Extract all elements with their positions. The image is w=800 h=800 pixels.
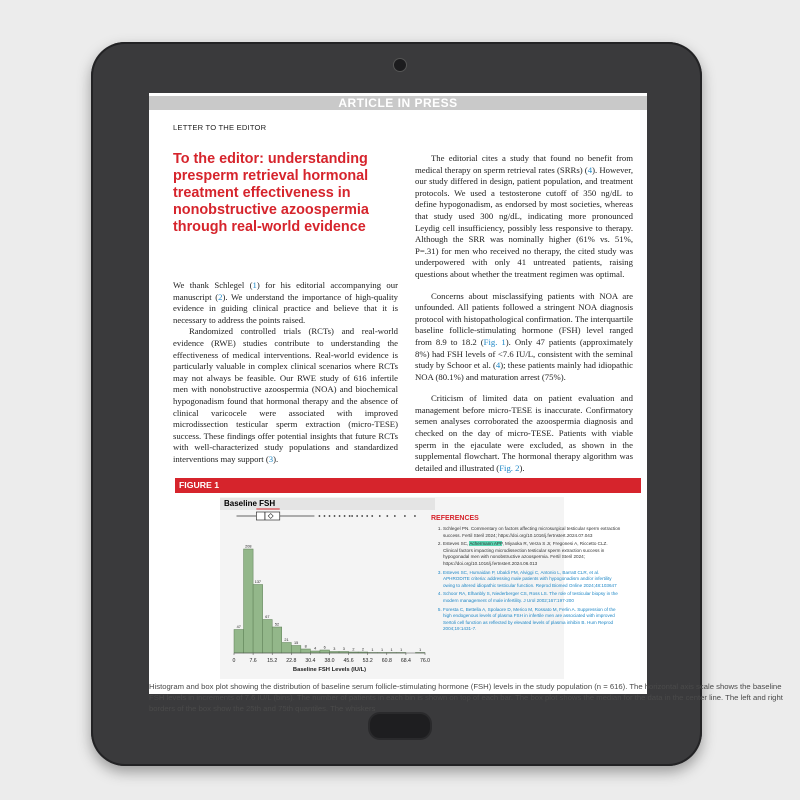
reference-item[interactable]: 5. Foresta C, Bettella A, Spolaore D, Merico M, Rossato M, Ferlin A. Suppression of the high endogenous levels of plasma FSH in infertile men are associated with improved Sertoli cell function as reflected by elevated levels of plasma inhibin B. Hum Reprod 2004;19:1431-7. (443, 607, 621, 633)
figure-label: FIGURE 1 (175, 478, 641, 493)
caption-clip (149, 93, 783, 714)
bar-data-label: 21 (284, 638, 289, 642)
bar-data-label: 1 (371, 648, 374, 652)
text-span: ). However, our study differed in design, patient population, and treatment protocols. We used a testosterone cutoff of 350 ng/dL to define hypogonadism, as endorsed by most societies, whereas that study used 300 ng/dL, indicating more pronounced Leydig cell insufficiency, possibly less responsive to therapy. Although the SRR was nominally higher (61% vs. 51%, P=.31) for men who received no therapy, the cited study was underpowered with only 41 untreated patients, raising questions about whether the treatment regimen was optimal. (415, 164, 633, 279)
camera-icon (393, 58, 407, 72)
figure-link[interactable]: Fig. 2 (499, 462, 520, 473)
x-tick-label: 38.0 (324, 658, 335, 664)
section-label: LETTER TO THE EDITOR (173, 123, 267, 132)
x-tick-label: 76.0 (419, 658, 431, 664)
bar-data-label: 3 (342, 647, 345, 651)
bar-data-label: 208 (245, 544, 252, 549)
reference-item[interactable]: 1. Schlegel PN. Commentary on factors affecting microsurgical testicular sperm extraction success. Fertil Steril 2024; https://doi.org/10.1016/j.fertnstert.2024.07.043 (443, 526, 621, 539)
text-span: ). (273, 453, 279, 464)
x-tick-label: 0 (232, 658, 236, 664)
bar-data-label: 1 (380, 648, 384, 652)
article-in-press-banner: ARTICLE IN PRESS (149, 96, 647, 110)
highlighted-author: Achermann APP (469, 541, 503, 547)
reference-link[interactable]: 2 (218, 291, 223, 302)
x-tick-label: 45.6 (343, 658, 354, 664)
x-tick-label: 22.8 (286, 658, 297, 664)
text-span: We thank Schlegel ( (173, 280, 253, 290)
reference-item[interactable]: 4. Schoor RA, Elhanbly S, Niederberger CS, Ross LS. The role of testicular biopsy in the modern management of male infertility. J Urol 2002;167:197-200 (443, 591, 621, 604)
article-title: To the editor: understanding presperm retrieval hormonal treatment effectiveness in nonobstructive azoospermia through real-world evidence (173, 151, 369, 235)
x-tick-label: 60.8 (381, 658, 392, 664)
bar-data-label: 1 (419, 648, 422, 652)
tablet-screen[interactable] (149, 93, 783, 714)
bar-data-label: 4 (314, 646, 317, 651)
bar-data-label: 67 (265, 615, 270, 619)
bar-data-label: 47 (236, 625, 241, 629)
text-span: Concerns about misclassifying patients with NOA are unfounded. All patients followed a stringent NOA diagnosis protocol with histopathological confirmation. The interquartile baseline follicle-stimulating hormone (FSH) level ranged from 8.9 to 18.2 ( (415, 290, 633, 347)
x-axis-label: Baseline FSH Levels (IU/L) (292, 667, 367, 673)
reference-item[interactable]: 3. Esteves SC, Humaidan P, Ubaldi FM, Alviggi C, Antonio L, Barratt CLR, et al. APHRODITE criteria: addressing male patients with hypogonadism and/or infertility owing to altered idiopathic testicular function. Reprod Biomed Online 2024;48:103647 (443, 570, 621, 590)
bar-data-label: 15 (293, 641, 299, 645)
x-tick-label: 53.2 (362, 658, 373, 664)
figure-link[interactable]: Fig. 1 (483, 336, 506, 347)
x-tick-label: 7.6 (249, 658, 257, 664)
text-span: Criticism of limited data on patient evaluation and management before micro-TESE is inaccurate. Confirmatory semen analyses corroborated the azoospermia diagnosis and checked on the day of micro-TESE. Patients with viable sperm in the ejaculate were excluded, as shown in the supplemental flowchart. The hormonal therapy algorithm was detailed and illustrated ( (415, 393, 633, 473)
reference-link[interactable]: 4 (587, 164, 593, 175)
reference-link[interactable]: 3 (268, 453, 274, 464)
bar-data-label: 1 (400, 648, 403, 652)
text-span: ). Only 47 patients (approximately 8%) had FSH levels of <7.6 IU/L, consistent with the seminal study by Schoor et al. ( (415, 336, 633, 371)
reference-link[interactable]: 4 (495, 360, 501, 371)
text-span: ). (519, 462, 525, 473)
text-span: ). We understand the importance of high-quality evidence in guiding clinical practice and believe that it is necessary to address the points raised. (173, 291, 398, 325)
bar-data-label: 137 (254, 580, 262, 584)
text-span: Randomized controlled trials (RCTs) and real-world evidence (RWE) studies contribute to understanding the effectiveness of medical interventions. Real-world evidence is particularly valuable in complex clinical scenarios where RCTs may not always be feasible. Our RWE study of 616 infertile men with nonobstructive azoospermia (NOA) and biochemical hypogonadism found that hormonal therapy and the absence of clinical varicocele were associated with improved microdissection testicular sperm extraction (micro-TESE) success. These findings offer potential insights that future RCTs with well-characterized study populations and standardized interventions may support ( (173, 326, 398, 464)
bar-data-label: 52 (274, 622, 280, 627)
reference-item[interactable]: 2. Esteves SC, Achermann APP, Miyaoka R, Verza S Jr, Fregonesi A, Riccetto CLZ. Clinical factors impacting microdissection testicular sperm extraction success in hypogonadal men with nonobstructive azoospermia. Fertil Steril 2024; https://doi.org/10.1016/j.fertnstert.2024.06.013 (443, 541, 621, 567)
bar-data-label: 2 (361, 647, 364, 652)
x-tick-label: 15.2 (267, 658, 278, 664)
bar-data-label: 3 (333, 647, 336, 651)
text-span: The editorial cites a study that found no benefit from medical therapy on sperm retrieval rates (SRRs) ( (415, 153, 633, 175)
bar-data-label: 2 (352, 647, 355, 652)
home-button[interactable] (368, 712, 432, 740)
bar-data-label: 8 (304, 644, 307, 649)
chart-title: Baseline FSH (220, 498, 435, 510)
x-tick-label: 68.4 (400, 658, 411, 664)
bar-data-label: 1 (390, 648, 393, 652)
reference-link[interactable]: 1 (252, 280, 257, 290)
references-title: REFERENCES (431, 515, 479, 522)
bar-data-label: 6 (323, 645, 326, 650)
x-tick-label: 30.4 (305, 658, 316, 664)
figure-caption: Histogram and box plot showing the distribution of baseline serum follicle-stimulating hormone (FSH) levels in the study population (n = 616). The horizontal axis scale shows the baseline FSH levels in increments of 7.6 IU/L (bins). The number of patients in each bin is shown on top of each bar. The box plot shows the median for the data in the center line. The left and right borders of the box show the 25th and 75th quantiles. The whiskers (149, 682, 783, 714)
text-span: ); these patients mainly had idiopathic NOA (80.1%) and maturation arrest (75%). (415, 360, 634, 382)
text-span: ) for his editorial accompanying our manuscript ( (173, 280, 398, 302)
